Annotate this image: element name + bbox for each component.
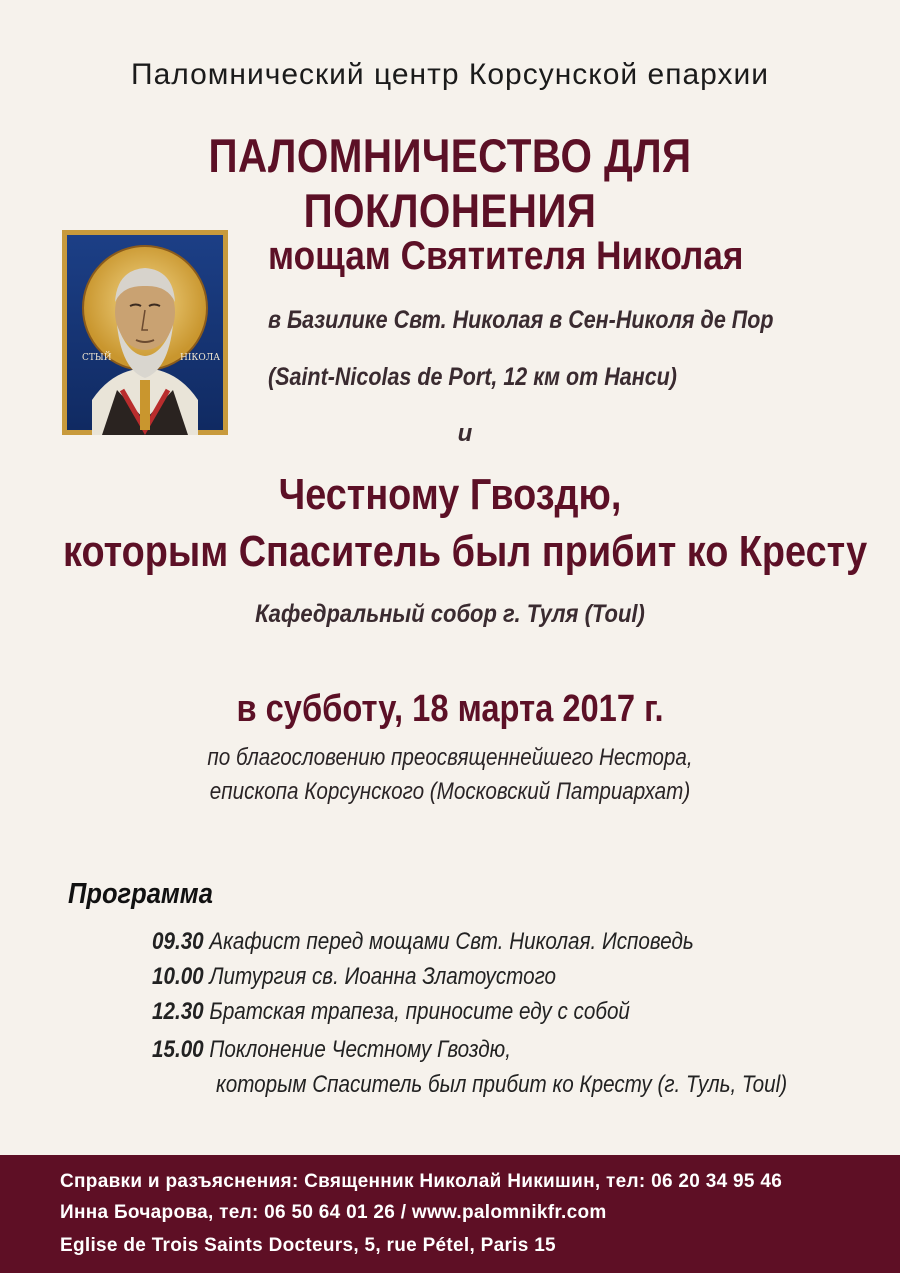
saint-nicholas-icon [62,230,228,435]
program-time: 15.00 [152,1036,204,1063]
svg-text:НІКОЛА: НІКОЛА [180,353,221,363]
blessing-line1: по благословению преосвященнейшего Нестора, [207,744,693,771]
nail-title-line1: Честному Гвоздю, [278,470,622,519]
program-item-continuation: которым Спаситель был прибит ко Кресту (г. Туль, Toul) [216,1071,788,1098]
program-text: Акафист перед мощами Свт. Николая. Исповедь [209,928,694,955]
program-time: 09.30 [152,928,204,955]
program-item [152,928,694,956]
program-text: Братская трапеза, приносите еду с собой [209,998,630,1025]
church-address: Eglise de Trois Saints Docteurs, 5, rue Pétel, Paris 15 [60,1235,556,1256]
program-item [152,1036,511,1064]
program-item [152,998,630,1026]
organization-title: Паломнический центр Корсунской епархии [131,58,769,91]
program-time: 12.30 [152,998,204,1025]
program-item [152,963,556,991]
conjunction: и [457,420,473,447]
event-date: в субботу, 18 марта 2017 г. [236,688,664,730]
program-time: 10.00 [152,963,204,990]
pilgrimage-headline: ПАЛОМНИЧЕСТВО ДЛЯ ПОКЛОНЕНИЯ [208,129,692,237]
contact-priest: Справки и разъяснения: Священник Николай Никишин, тел: 06 20 34 95 46 [60,1171,783,1192]
blessing-line2: епископа Корсунского (Московский Патриархат) [209,778,691,805]
basilica-line: в Базилике Свт. Николая в Сен-Николя де Пор [268,306,774,334]
program-text: Литургия св. Иоанна Златоустого [209,963,557,990]
cathedral-line: Кафедральный собор г. Туля (Toul) [255,600,645,628]
nail-title-line2: которым Спаситель был прибит ко Кресту [63,527,868,576]
contact-website[interactable]: Инна Бочарова, тел: 06 50 64 01 26 / www.palomnikfr.com [60,1202,607,1223]
program-title: Программа [68,878,213,910]
svg-text:СТЫЙ: СТЫЙ [82,353,112,363]
location-line: (Saint-Nicolas de Port, 12 км от Нанси) [268,363,677,391]
program-text: Поклонение Честному Гвоздю, [209,1036,511,1063]
relics-title: мощам Святителя Николая [268,234,744,278]
